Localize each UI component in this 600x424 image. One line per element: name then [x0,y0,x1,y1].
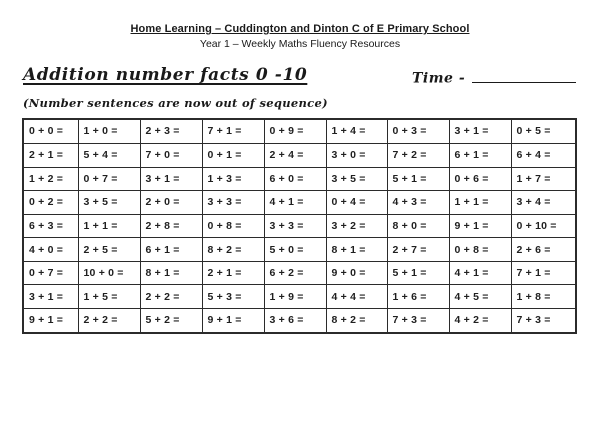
grid-cell: 1 + 1 = [78,214,140,238]
grid-cell: 4 + 4 = [326,285,387,309]
grid-cell: 6 + 4 = [511,143,576,167]
grid-cell: 2 + 5 = [78,238,140,262]
grid-cell: 5 + 1 = [387,261,449,285]
addition-facts-grid [22,118,577,334]
grid-cell: 3 + 1 = [23,285,78,309]
grid-cell: 4 + 3 = [387,191,449,215]
grid-cell: 6 + 1 = [140,238,202,262]
grid-cell: 2 + 3 = [140,119,202,143]
grid-cell: 9 + 1 = [23,308,78,333]
school-header-title: Home Learning – Cuddington and Dinton C of E Primary School [130,23,470,35]
page-header [0,23,600,50]
grid-cell: 9 + 1 = [202,308,264,333]
grid-cell: 4 + 1 = [449,261,511,285]
grid-cell: 2 + 2 = [140,285,202,309]
grid-cell: 3 + 5 = [78,191,140,215]
grid-cell: 2 + 7 = [387,238,449,262]
grid-cell: 6 + 1 = [449,143,511,167]
grid-cell: 0 + 8 = [202,214,264,238]
grid-cell: 3 + 3 = [264,214,326,238]
resource-subheader: Year 1 – Weekly Maths Fluency Resources [199,38,401,50]
grid-cell: 8 + 1 = [326,238,387,262]
grid-cell: 5 + 3 = [202,285,264,309]
grid-cell: 1 + 5 = [78,285,140,309]
grid-row [23,191,576,215]
grid-cell: 5 + 0 = [264,238,326,262]
grid-cell: 9 + 0 = [326,261,387,285]
grid-cell: 7 + 1 = [202,119,264,143]
grid-cell: 1 + 0 = [78,119,140,143]
grid-cell: 4 + 0 = [23,238,78,262]
grid-cell: 7 + 1 = [511,261,576,285]
grid-cell: 2 + 0 = [140,191,202,215]
grid-cell: 0 + 1 = [202,143,264,167]
grid-cell: 7 + 0 = [140,143,202,167]
grid-row [23,238,576,262]
grid-cell: 0 + 7 = [23,261,78,285]
grid-cell: 0 + 5 = [511,119,576,143]
grid-cell: 0 + 8 = [449,238,511,262]
grid-cell: 1 + 2 = [23,167,78,191]
grid-cell: 2 + 1 = [23,143,78,167]
grid-cell: 0 + 3 = [387,119,449,143]
grid-cell: 7 + 2 = [387,143,449,167]
grid-cell: 1 + 7 = [511,167,576,191]
grid-cell: 2 + 2 = [78,308,140,333]
grid-cell: 2 + 1 = [202,261,264,285]
grid-cell: 8 + 1 = [140,261,202,285]
grid-cell: 3 + 1 = [140,167,202,191]
grid-cell: 3 + 6 = [264,308,326,333]
grid-cell: 0 + 4 = [326,191,387,215]
grid-cell: 7 + 3 = [511,308,576,333]
grid-cell: 0 + 6 = [449,167,511,191]
grid-cell: 0 + 10 = [511,214,576,238]
grid-row [23,143,576,167]
grid-cell: 5 + 4 = [78,143,140,167]
grid-cell: 1 + 1 = [449,191,511,215]
grid-cell: 3 + 4 = [511,191,576,215]
grid-cell: 7 + 3 = [387,308,449,333]
grid-cell: 1 + 8 = [511,285,576,309]
grid-cell: 2 + 4 = [264,143,326,167]
grid-cell: 6 + 3 = [23,214,78,238]
grid-cell: 0 + 9 = [264,119,326,143]
grid-cell: 4 + 2 = [449,308,511,333]
grid-cell: 3 + 1 = [449,119,511,143]
grid-cell: 3 + 2 = [326,214,387,238]
grid-cell: 0 + 2 = [23,191,78,215]
grid-cell: 5 + 1 = [387,167,449,191]
grid-row [23,285,576,309]
grid-cell: 3 + 5 = [326,167,387,191]
time-label: Time - [412,70,466,87]
worksheet-title: Addition number facts 0 -10 [23,65,308,85]
grid-cell: 1 + 9 = [264,285,326,309]
grid-cell: 4 + 1 = [264,191,326,215]
grid-cell: 8 + 0 = [387,214,449,238]
grid-cell: 5 + 2 = [140,308,202,333]
grid-cell: 3 + 0 = [326,143,387,167]
grid-cell: 6 + 0 = [264,167,326,191]
grid-cell: 3 + 3 = [202,191,264,215]
time-answer-line [472,69,576,83]
grid-cell: 8 + 2 = [202,238,264,262]
grid-cell: 1 + 6 = [387,285,449,309]
grid-cell: 1 + 3 = [202,167,264,191]
grid-cell: 2 + 8 = [140,214,202,238]
grid-cell: 4 + 5 = [449,285,511,309]
grid-cell: 10 + 0 = [78,261,140,285]
grid-row [23,119,576,143]
grid-row [23,214,576,238]
grid-row [23,308,576,333]
grid-cell: 9 + 1 = [449,214,511,238]
sequence-note: (Number sentences are now out of sequence) [23,96,328,110]
grid-row [23,261,576,285]
grid-cell: 0 + 7 = [78,167,140,191]
grid-cell: 1 + 4 = [326,119,387,143]
grid-row [23,167,576,191]
grid-cell: 8 + 2 = [326,308,387,333]
grid-cell: 0 + 0 = [23,119,78,143]
grid-cell: 2 + 6 = [511,238,576,262]
time-block [412,69,576,87]
grid-cell: 6 + 2 = [264,261,326,285]
